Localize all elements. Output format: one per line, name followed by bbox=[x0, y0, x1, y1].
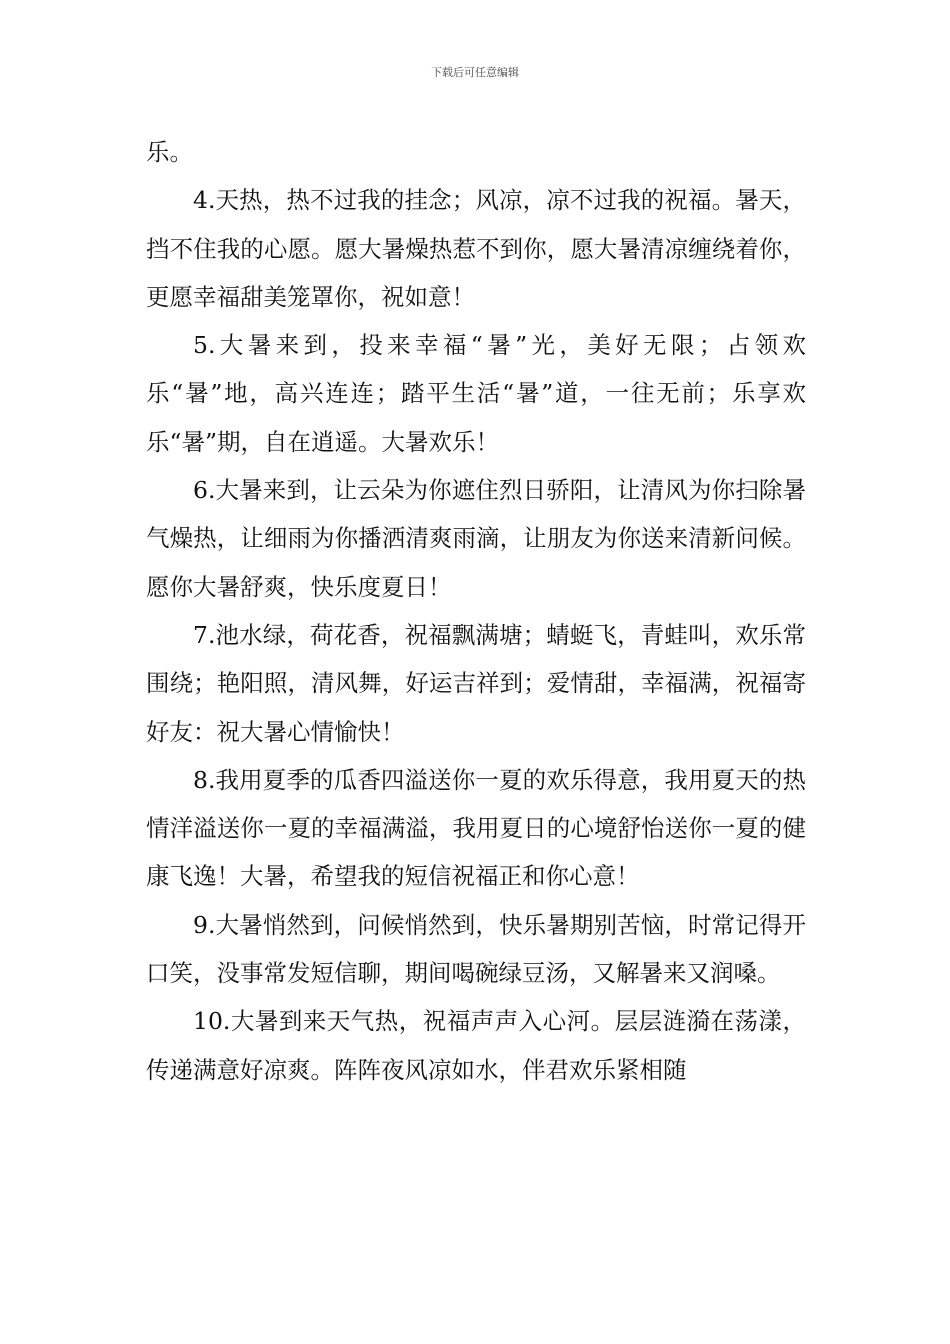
paragraph: 10.大暑到来天气热，祝福声声入心河。层层涟漪在荡漾，传递满意好凉爽。阵阵夜风凉如水，伴君欢乐紧相随 bbox=[146, 1007, 806, 1084]
paragraph: 6.大暑来到，让云朵为你遮住烈日骄阳，让清风为你扫除暑气燥热，让细雨为你播洒清爽雨滴，让朋友为你送来清新问候。愿你大暑舒爽，快乐度夏日！ bbox=[146, 476, 806, 601]
paragraph: 4.天热，热不过我的挂念；风凉，凉不过我的祝福。暑天，挡不住我的心愿。愿大暑燥热惹不到你，愿大暑清凉缠绕着你，更愿幸福甜美笼罩你，祝如意！ bbox=[146, 186, 806, 311]
paragraph: 7.池水绿，荷花香，祝福飘满塘；蜻蜓飞，青蛙叫，欢乐常围绕；艳阳照，清风舞，好运吉祥到；爱情甜，幸福满，祝福寄好友：祝大暑心情愉快！ bbox=[146, 620, 806, 746]
page-header: 下载后可任意编辑 bbox=[431, 66, 519, 79]
paragraph: 乐。 bbox=[146, 138, 193, 166]
document-body bbox=[146, 128, 806, 1094]
paragraph: 9.大暑悄然到，问候悄然到，快乐暑期别苦恼，时常记得开口笑，没事常发短信聊，期间喝碗绿豆汤，又解暑来又润嗓。 bbox=[146, 910, 806, 988]
paragraph: 5.大暑来到，投来幸福“暑”光，美好无限；占领欢乐“暑”地，高兴连连；踏平生活“暑”道，一往无前；乐享欢乐“暑”期，自在逍遥。大暑欢乐！ bbox=[146, 331, 806, 456]
paragraph: 8.我用夏季的瓜香四溢送你一夏的欢乐得意，我用夏天的热情洋溢送你一夏的幸福满溢，我用夏日的心境舒怡送你一夏的健康飞逸！大暑，希望我的短信祝福正和你心意！ bbox=[146, 765, 806, 891]
